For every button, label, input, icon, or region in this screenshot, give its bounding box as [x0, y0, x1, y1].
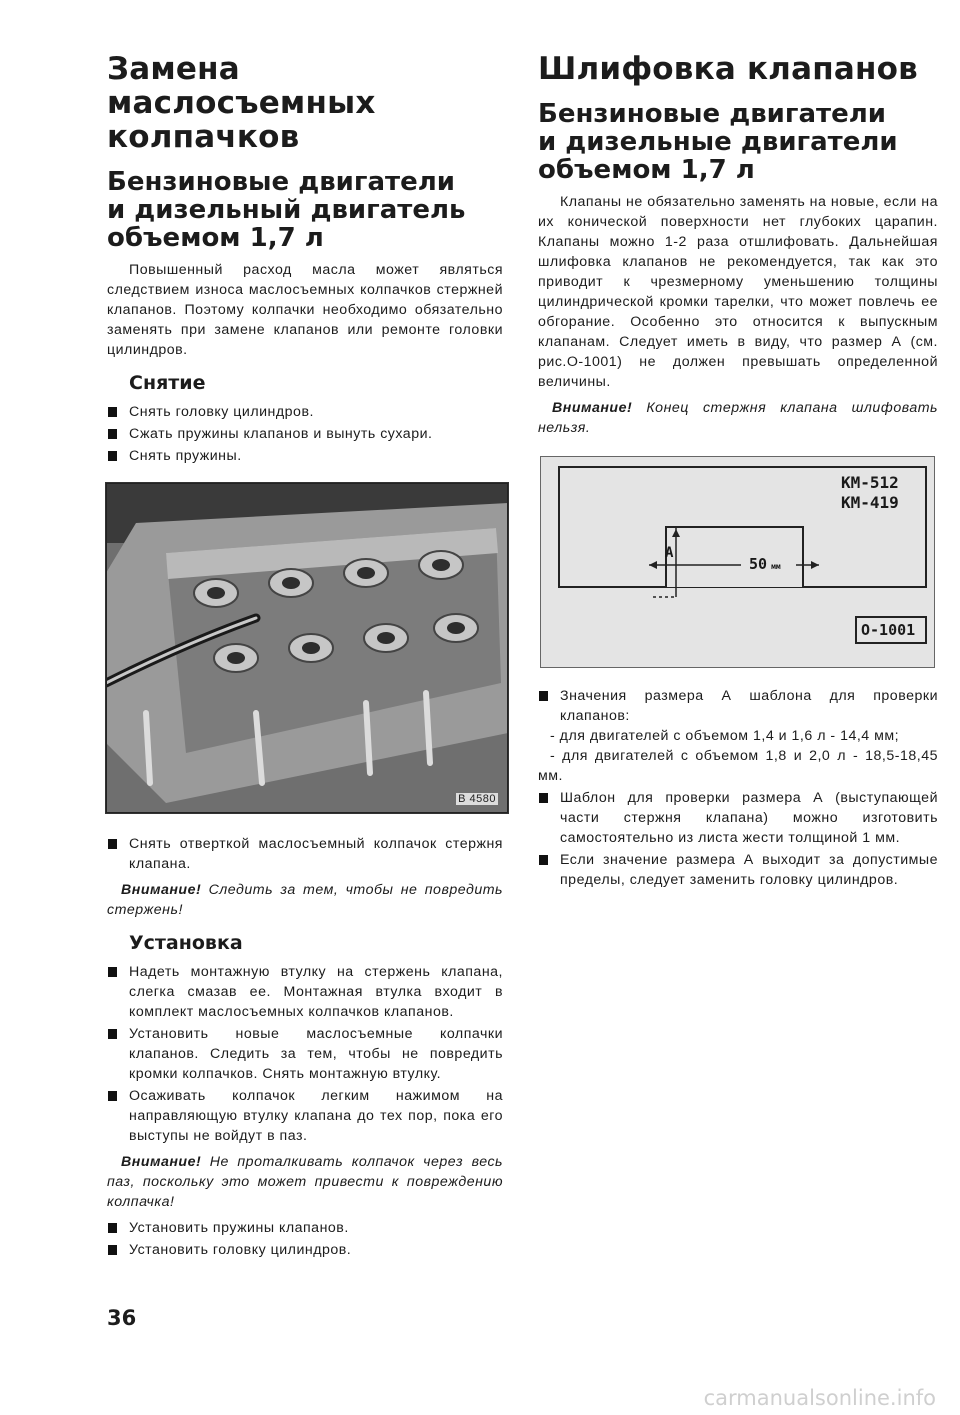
bullet-icon: [539, 691, 548, 701]
section-title-left: Замена маслосъемных колпачков: [107, 51, 376, 155]
list-item: Установить головку цилиндров.: [107, 1240, 503, 1260]
bullet-icon: [108, 1029, 117, 1039]
dimension-50-label: 50 мм: [749, 555, 781, 573]
bullet-icon: [108, 407, 117, 417]
list-item: Снять головку цилиндров.: [107, 402, 503, 422]
section-subtitle-left: Бензиновые двигатели и дизельный двигатель объемом 1,7 л: [107, 167, 466, 253]
bullet-icon: [108, 1223, 117, 1233]
intro-paragraph-right: Клапаны не обязательно заменять на новые, если на их конической поверхности нет глубоких царапин. Клапаны можно 1-2 раза отшлифовать. Дальнейшая шлифовка клапанов не рекомендуется, так как это приводит к чрезмерному уменьшению толщины цилиндрической кромки тарелки, что может повлечь ее обгорание. Особенно это относится к выпускным клапанам. Следует иметь в виду, что размер А (см. рис.О-1001) не должен превышать определенной величины.: [538, 194, 938, 390]
list-item: Установить новые маслосъемные колпачки клапанов. Следить за тем, чтобы не повредить кромки колпачков. Снять монтажную втулку.: [107, 1024, 503, 1084]
photo-code: B 4580: [458, 793, 496, 805]
watermark: carmanualsonline.info: [703, 1386, 936, 1410]
list-item: Значения размера А шаблона для проверки клапанов: - для двигателей с объемом 1,4 и 1,6 л - 14,4 мм; - для двигателей с объемом 1,8 и 2,0 л - 18,5-18,45 мм.: [538, 688, 938, 784]
figure-id: O-1001: [861, 621, 916, 639]
warning-2: Внимание! Не проталкивать колпачок через весь паз, поскольку это может привести к повреждению колпачка!: [107, 1154, 503, 1210]
value-line-2: - для двигателей с объемом 1,8 и 2,0 л - 18,5-18,45 мм.: [538, 748, 938, 784]
list-item: Снять пружины.: [107, 446, 503, 466]
final-steps: [107, 1218, 503, 1260]
removal-steps: [107, 402, 503, 466]
list-item: Снять отверткой маслосъемный колпачок стержня клапана.: [107, 834, 503, 874]
cylinder-head-photo: [105, 482, 509, 814]
page-number: 36: [107, 1306, 137, 1330]
section-title-right: Шлифовка клапанов: [538, 51, 918, 87]
right-column: [538, 52, 938, 896]
cylinder-head-illustration: [106, 483, 508, 813]
left-column: [107, 52, 503, 1266]
warning-1: Внимание! Следить за тем, чтобы не повредить стержень!: [107, 882, 503, 918]
list-item: Если значение размера А выходит за допустимые пределы, следует заменить головку цилиндров.: [538, 850, 938, 890]
install-heading: Установка: [129, 932, 243, 954]
bullet-icon: [108, 429, 117, 439]
list-item: Установить пружины клапанов.: [107, 1218, 503, 1238]
valve-gauge-diagram: [540, 456, 935, 668]
intro-paragraph-left: Повышенный расход масла может являться следствием износа маслосъемных колпачков стержней клапанов. Поэтому колпачки необходимо обязательно заменять при замене клапанов или ремонте головки цилиндров.: [107, 262, 503, 358]
install-steps: [107, 962, 503, 1146]
list-item: Надеть монтажную втулку на стержень клапана, слегка смазав ее. Монтажная втулка входит в комплект маслосъемных колпачков клапанов.: [107, 962, 503, 1022]
list-item: Шаблон для проверки размера А (выступающей части стержня клапана) можно изготовить самостоятельно из листа жести толщиной 1 мм.: [538, 788, 938, 848]
bullet-icon: [108, 1245, 117, 1255]
removal-heading: Снятие: [129, 372, 206, 394]
tool-labels: KM-512 KM-419: [841, 473, 899, 512]
values-list: [538, 686, 938, 890]
bullet-icon: [108, 1091, 117, 1101]
bullet-icon: [108, 967, 117, 977]
warning-right: Внимание! Конец стержня клапана шлифовать нельзя.: [538, 400, 938, 436]
after-photo-steps: [107, 834, 503, 874]
bullet-icon: [539, 855, 548, 865]
bullet-icon: [539, 793, 548, 803]
bullet-icon: [108, 839, 117, 849]
bullet-icon: [108, 451, 117, 461]
list-item: Сжать пружины клапанов и вынуть сухари.: [107, 424, 503, 444]
list-item: Осаживать колпачок легким нажимом на направляющую втулку клапана до тех пор, пока его выступы не войдут в паз.: [107, 1086, 503, 1146]
dimension-a-label: A: [665, 545, 674, 561]
section-subtitle-right: Бензиновые двигатели и дизельные двигатели объемом 1,7 л: [538, 99, 898, 185]
value-line-1: - для двигателей с объемом 1,4 и 1,6 л - 14,4 мм;: [550, 728, 900, 744]
